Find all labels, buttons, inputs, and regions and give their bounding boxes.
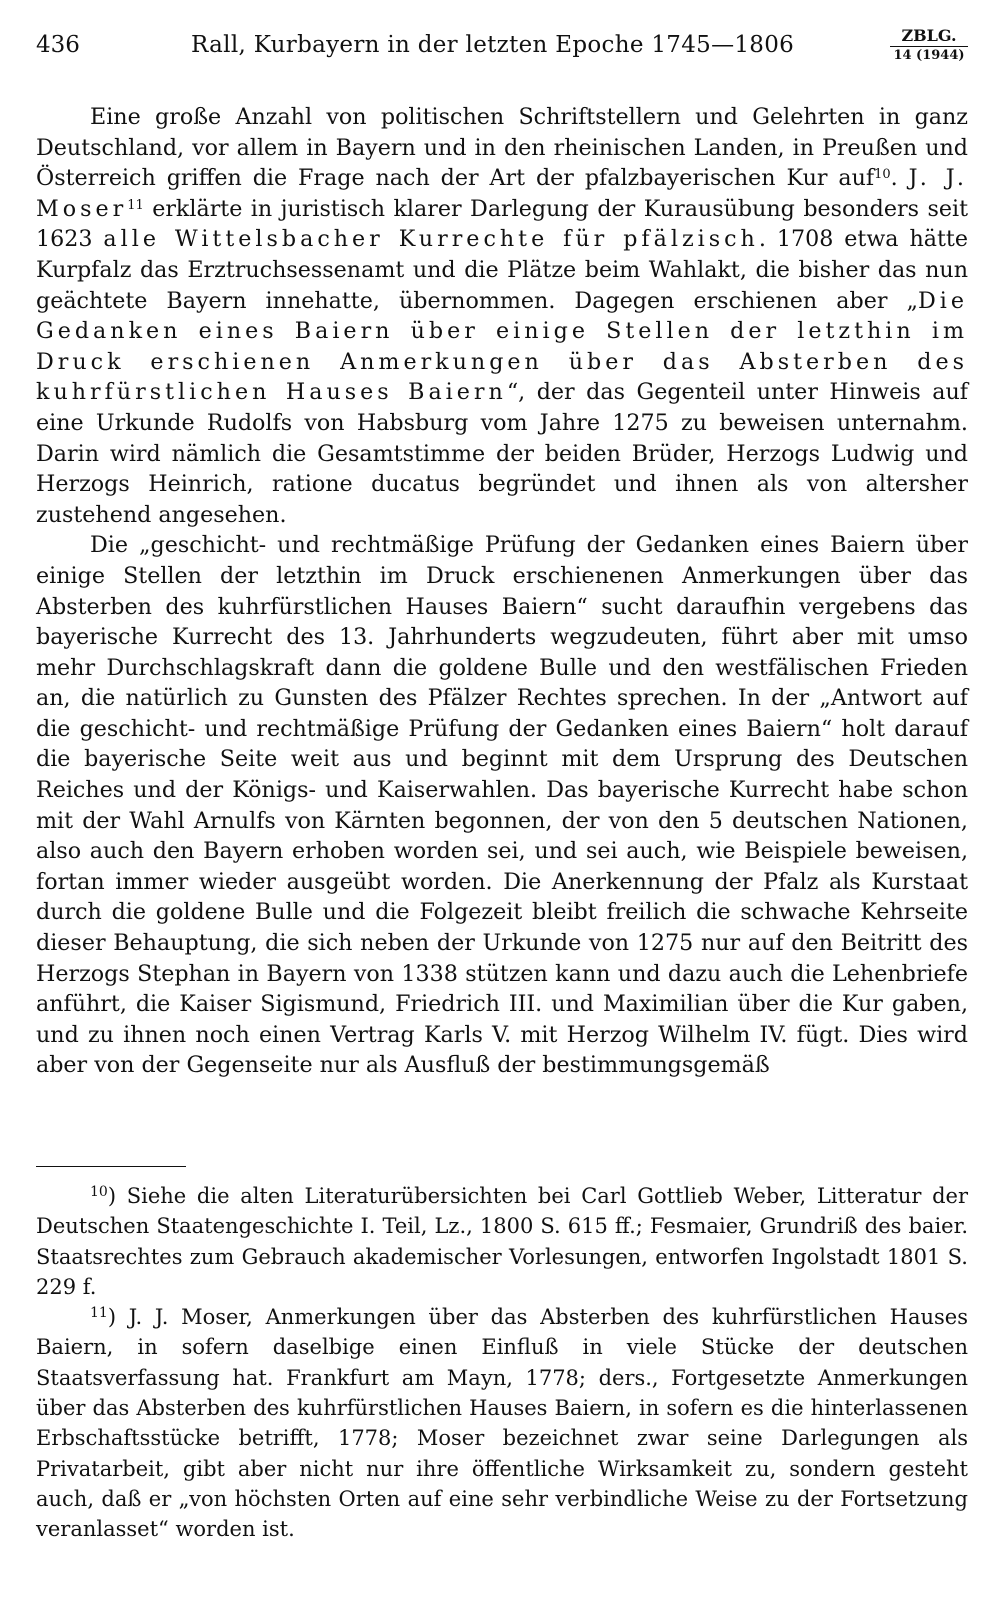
footnote-text-11: ) J. J. Moser, Anmerkungen über das Absterben des kuhrfürstlichen Hauses Baiern, in sofern daselbige einen Einfluß in viele Stücke der deutschen Staatsverfassung hat. Frankfurt am Mayn, 1778; ders., Fortgesetzte Anmerkungen über das Absterben des kuhrfürstlichen Hauses Baiern, in sofern es die hinterlassenen Erbschaftsstücke betrifft, 1778; Moser bezeichnet zwar seine Darlegungen als Privatarbeit, gibt aber nicht nur ihre öffentliche Wirksamkeit zu, sondern gesteht auch, daß er „von höchsten Orten auf eine sehr verbindliche Weise zu der Fortsetzung veranlasset“ worden ist. — [36, 1305, 968, 1542]
paragraph-1 — [36, 102, 968, 530]
text-run: . 1708 etwa hätte Kurpfalz das Erztruchsessenamt und die Plätze beim Wahlakt, die bisher das nun geächtete Bayern innehatte, übernommen. Dagegen erschienen aber „ — [36, 226, 968, 314]
text-run: . — [890, 165, 909, 192]
footnote-divider — [36, 1166, 186, 1167]
text-run: Eine große Anzahl von politischen Schriftstellern und Gelehrten in ganz Deutschland, vor allem in Bayern und in den rheinischen Landen, in Preußen und Österreich griffen die Frage nach der Art der pfalzbayerischen Kur auf — [36, 104, 968, 192]
text-run: “, der das Gegenteil unter Hinweis auf eine Urkunde Rudolfs von Habsburg vom Jahre 1275 zu beweisen unternahm. Darin wird nämlich die Gesamtstimme der beiden Brüder, Herzogs Ludwig und Herzogs Heinrich, ratione ducatus begründet und ihnen als von altersher zustehend angesehen. — [36, 379, 968, 528]
emphasized-title: Die Gedanken eines Baiern über einige Stellen der letzthin im Druck erschienen Anmerkungen über das Absterben des kuhrfürstlichen Hauses Baiern — [36, 287, 968, 406]
journal-abbreviation: ZBLG. — [890, 26, 968, 47]
text-run: erklärte in juristisch klarer Darlegung der Kurausübung besonders seit 1623 — [36, 195, 968, 253]
footnote-mark-11: 11 — [90, 1305, 108, 1322]
footnote-text-10: ) Siehe die alten Literaturübersichten bei Carl Gottlieb Weber, Litteratur der Deutschen Staatengeschichte I. Teil, Lz., 1800 S. 615 ff.; Fesmaier, Grundriß des baier. Staatsrechtes zum Gebrauch akademischer Vorlesungen, entworfen Ingolstadt 1801 S. 229 f. — [36, 1184, 968, 1299]
footnote-11 — [36, 1302, 968, 1544]
paragraph-2: Die „geschicht- und rechtmäßige Prüfung der Gedanken eines Baiern über einige Stellen der letzthin im Druck erschienenen Anmerkungen über das Absterben des kuhrfürstlichen Hauses Baiern“ sucht daraufhin vergebens das bayerische Kurrecht des 13. Jahrhunderts wegzudeuten, führt aber mit umso mehr Durchschlagskraft dann die goldene Bulle und den westfälischen Frieden an, die natürlich zu Gunsten des Pfälzer Rechtes sprechen. In der „Antwort auf die geschicht- und rechtmäßige Prüfung der Gedanken eines Baiern“ holt darauf die bayerische Seite weit aus und beginnt mit dem Ursprung des Deutschen Reiches und der Königs- und Kaiserwahlen. Das bayerische Kurrecht habe schon mit der Wahl Arnulfs von Kärnten begonnen, der von den 5 deutschen Nationen, also auch den Bayern erhoben worden sei, und sei auch, wie Beispiele beweisen, fortan immer wieder ausgeübt worden. Die Anerkennung der Pfalz als Kurstaat durch die goldene Bulle und die Folgezeit bleibt freilich die schwache Kehrseite dieser Behauptung, die sich neben der Urkunde von 1275 nur auf den Beitritt des Herzogs Stephan in Bayern von 1338 stützen kann und dazu auch die Lehenbriefe anführt, die Kaiser Sigismund, Friedrich III. und Maximilian über die Kur gaben, und zu ihnen noch einen Vertrag Karls V. mit Herzog Wilhelm IV. fügt. Dies wird aber von der Gegenseite nur als Ausfluß der bestimmungsgemäß — [36, 532, 968, 1079]
footnote-ref-10: 10 — [874, 167, 891, 183]
author-name-moser: J. J. Moser — [36, 165, 968, 222]
running-title: Rall, Kurbayern in der letzten Epoche 1745—1806 — [191, 32, 795, 58]
footnotes — [36, 1181, 968, 1545]
footnote-ref-11: 11 — [127, 197, 144, 213]
journal-volume: 14 (1944) — [893, 48, 965, 63]
page-header — [36, 26, 968, 70]
journal-reference — [890, 26, 968, 64]
emphasized-phrase: alle Wittelsbacher Kurrechte für pfälzisch — [103, 226, 759, 253]
footnote-10 — [36, 1181, 968, 1302]
page-number: 436 — [36, 32, 80, 58]
footnote-mark-10: 10 — [90, 1184, 108, 1200]
book-page — [36, 26, 968, 1542]
main-text — [36, 102, 968, 1081]
